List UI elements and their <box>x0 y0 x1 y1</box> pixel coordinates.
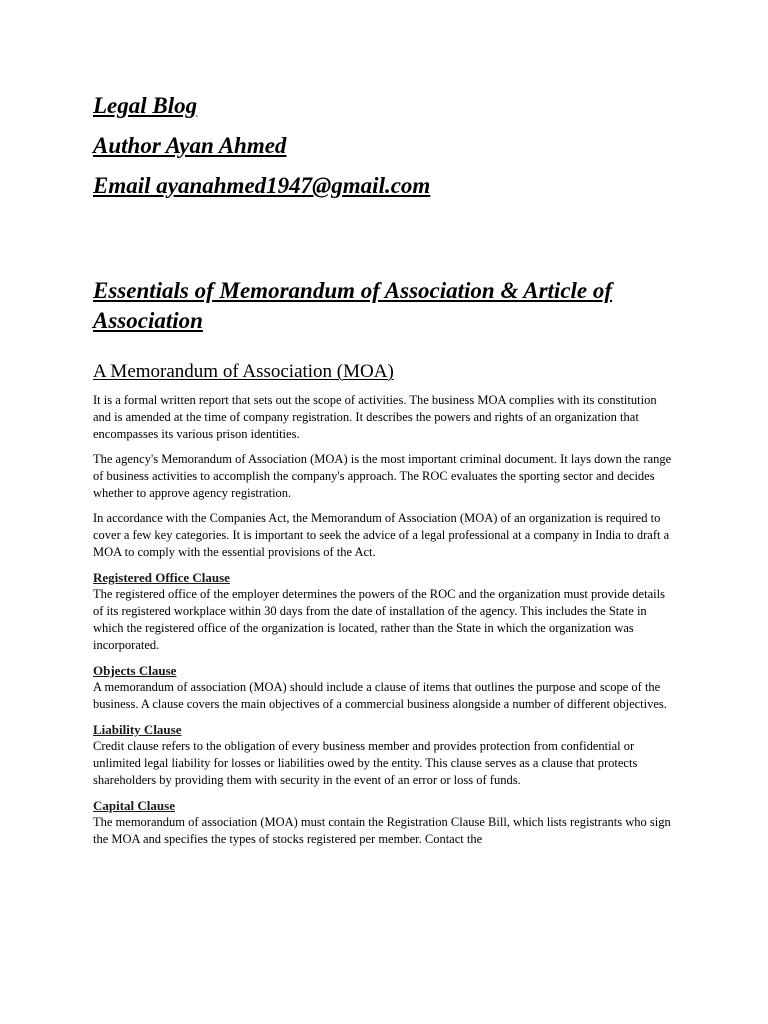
clause-body: The registered office of the employer determines the powers of the ROC and the organization must provide details of its registered workplace within 30 days from the date of installation of the agency. This includes the State in which the registered office of the organization is located, rather than the State in which the organization was incorporated. <box>93 587 665 652</box>
clause-body: The memorandum of association (MOA) must contain the Registration Clause Bill, which lists registrants who sign the MOA and specifies the types of stocks registered per member. Contact the <box>93 815 671 846</box>
clause-heading: Registered Office Clause <box>93 570 230 585</box>
document-title: Essentials of Memorandum of Association & Article of Association <box>93 278 613 333</box>
email-line: Email ayanahmed1947@gmail.com <box>93 173 431 198</box>
author-line: Author Ayan Ahmed <box>93 133 287 158</box>
clause-heading: Liability Clause <box>93 722 182 737</box>
paragraph-importance: The agency's Memorandum of Association (MOA) is the most important criminal document. It lays down the range of business activities to accomplish the company's approach. The ROC evaluates the sporting sector and decides whether to approve agency registration. <box>93 452 672 500</box>
paragraph-companies-act: In accordance with the Companies Act, the Memorandum of Association (MOA) of an organization is required to cover a few key categories. It is important to seek the advice of a legal professional at a company in India to draft a MOA to comply with the essential provisions of the Act. <box>93 511 670 559</box>
clause-body: Credit clause refers to the obligation of every business member and provides protection from confidential or unlimited legal liability for losses or liabilities owed by the entity. This clause serves as a clause that protects shareholders by providing them with security in the event of an error or loss of funds. <box>93 739 638 787</box>
clause-objects <box>93 662 676 713</box>
clause-heading: Capital Clause <box>93 798 175 813</box>
blog-header <box>93 86 676 206</box>
blog-title: Legal Blog <box>93 93 198 118</box>
paragraph-intro: It is a formal written report that sets out the scope of activities. The business MOA complies with its constitution and is amended at the time of company registration. It describes the powers and rights of an organization that encompasses its various prison identities. <box>93 393 657 441</box>
clause-capital <box>93 797 676 848</box>
clause-liability <box>93 721 676 789</box>
clause-heading: Objects Clause <box>93 663 177 678</box>
clause-body: A memorandum of association (MOA) should include a clause of items that outlines the purpose and scope of the business. A clause covers the main objectives of a commercial business alongside a number of different objectives. <box>93 680 667 711</box>
section-heading-moa: A Memorandum of Association (MOA) <box>93 361 394 382</box>
clause-registered-office <box>93 569 676 654</box>
